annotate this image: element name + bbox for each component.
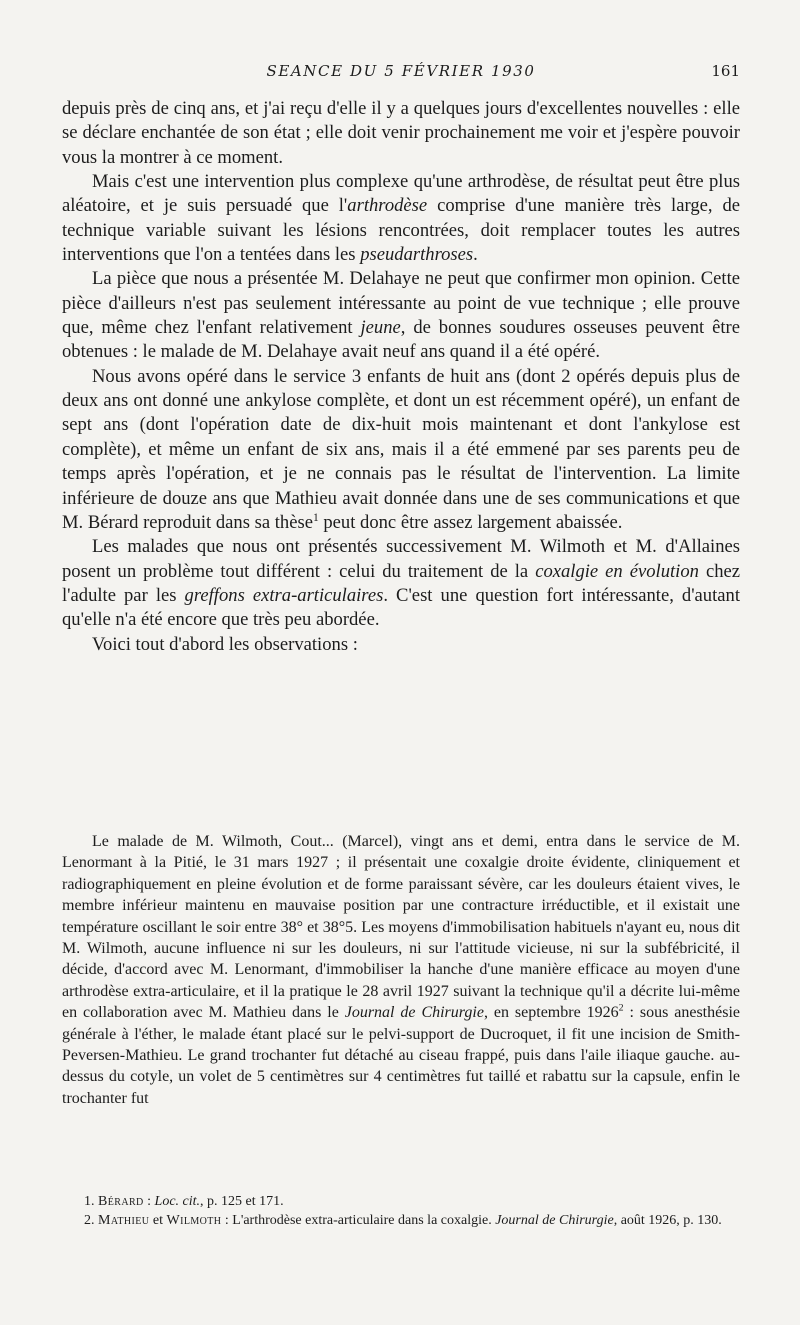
text-run: Le malade de M. Wilmoth, Cout... (Marcel), vingt ans et demi, entra dans le service de M. Lenormant à la Pitié, le 31 mars 1927 ; il présentait une coxalgie droite évidente, cliniquement et radiographiquement en pleine évolution et de forme paraissant sévère, car les douleurs étaient vives, le membre inférieur maintenu en mauvaise position par une contracture irréductible, et il existait une température oscillant le soir entre 38° et 38°5. Les moyens d'immobilisation habituels n'ayant eu, nous dit M. Wilmoth, aucune influence ni sur les douleurs, ni sur l'attitude vicieuse, ni sur la subfébricité, il décide, d'accord avec M. Lenormant, d'immobiliser la hanche d'une manière efficace au moyen d'une arthrodèse extra-articulaire, et il la pratique le 28 avril 1927 suivant la technique qu'il a décrite lui-même en collaboration avec M. Mathieu dans le [62, 833, 740, 1022]
text-run: , p. 125 et 171. [200, 1194, 284, 1209]
italic-term: coxalgie en évolution [535, 560, 699, 582]
paragraph-1 [62, 97, 740, 170]
text-run: La pièce que nous a présentée M. Delahaye ne peut que confirmer mon opinion. Cette pièce d'ailleurs n'est pas seulement intéressante au point de vue technique ; elle prouve que, même chez l'enfant relativement [62, 268, 740, 339]
footnotes [62, 1192, 740, 1230]
main-text [62, 97, 740, 657]
footnote-2 [62, 1211, 740, 1230]
text-run: : [143, 1194, 155, 1209]
footnote-number: 1. [84, 1194, 95, 1209]
text-run: , en septembre 1926 [483, 1004, 619, 1022]
text-run: Voici tout d'abord les observations : [92, 633, 358, 655]
observation-text [62, 831, 740, 1109]
footnote-number: 2. [84, 1213, 95, 1228]
footnote-author: Mathieu [98, 1213, 150, 1228]
text-run: comprise d'une manière très large, de technique variable suivant les lésions rencontrées, doit remplacer toutes les autres interventions que l'on a tentées dans les [62, 195, 740, 266]
text-run: Nous avons opéré dans le service 3 enfants de huit ans (dont 2 opérés depuis plus de deux ans ont donné une ankylose complète, et dont un est récemment opéré), un enfant de sept ans (dont l'opération date de dix-huit mois maintenant et dont l'ankylose est complète), et même un enfant de six ans, mais il a été emmené par ses parents peu de temps après l'opération, et je ne connais pas le résultat de l'intervention. La limite inférieure de douze ans que Mathieu avait donnée dans une de ses communications et que M. Bérard reproduit dans sa thèse [62, 365, 740, 533]
italic-term: jeune [360, 317, 401, 339]
text-run: chez l'adulte par les [62, 560, 740, 606]
paragraph-3 [62, 267, 740, 364]
text-run: depuis près de cinq ans, et j'ai reçu d'elle il y a quelques jours d'excellentes nouvelles : elle se déclare enchantée de son état ; elle doit venir prochainement me voir et j'espère pouvoir vous la montrer à ce moment. [62, 98, 740, 168]
footnote-ref: 2 [618, 1002, 624, 1014]
italic-journal: Journal de Chirurgie [344, 1004, 484, 1022]
text-run: . C'est une question fort intéressante, d'autant qu'elle n'a été encore que très peu abordée. [62, 584, 740, 631]
text-run: et [149, 1213, 167, 1228]
text-run: : L'arthrodèse extra-articulaire dans la coxalgie. [221, 1213, 496, 1228]
italic-term: greffons extra-articulaires [184, 584, 384, 606]
footnote-author: Bérard [98, 1194, 144, 1209]
text-run: , de bonnes soudures osseuses peuvent être obtenues : le malade de M. Delahaye avait neuf ans quand il a été opéré. [62, 317, 741, 363]
italic-journal: Journal de Chirurgie [495, 1213, 614, 1228]
page-number: 161 [711, 62, 740, 80]
footnote-author: Wilmoth [166, 1213, 222, 1228]
footnote-ref: 1 [312, 511, 319, 524]
text-run: Les malades que nous ont présentés successivement M. Wilmoth et M. d'Allaines posent un problème tout différent : celui du traitement de la [62, 536, 740, 582]
text-run: : sous anesthésie générale à l'éther, le malade étant placé sur le pelvi-support de Ducroquet, il fit une incision de Smith-Peversen-Mathieu. Le grand trochanter fut détaché au ciseau frappé, puis dans l'aile iliaque gauche. au-dessus du cotyle, un volet de 5 centimètres sur 4 centimètres fut taillé et rabattu sur la capsule, enfin le trochanter fut [62, 1004, 740, 1107]
italic-term: pseudarthroses [360, 244, 474, 266]
observation-paragraph [62, 831, 740, 1109]
page-header [62, 62, 740, 86]
paragraph-4 [62, 365, 740, 535]
running-title: SEANCE DU 5 FÉVRIER 1930 [266, 62, 536, 80]
italic-citation: Loc. cit. [154, 1194, 201, 1209]
footnote-1 [62, 1192, 740, 1211]
text-run: Mais c'est une intervention plus complexe qu'une arthrodèse, de résultat peut être plus aléatoire, et je suis persuadé que l' [62, 171, 740, 217]
text-run: , août 1926, p. 130. [613, 1213, 722, 1228]
paragraph-5 [62, 535, 740, 632]
italic-term: arthrodèse [347, 195, 428, 217]
text-run: peut donc être assez largement abaissée. [318, 511, 623, 533]
text-run: . [473, 244, 478, 266]
paragraph-2 [62, 170, 740, 267]
paragraph-6 [62, 633, 740, 657]
